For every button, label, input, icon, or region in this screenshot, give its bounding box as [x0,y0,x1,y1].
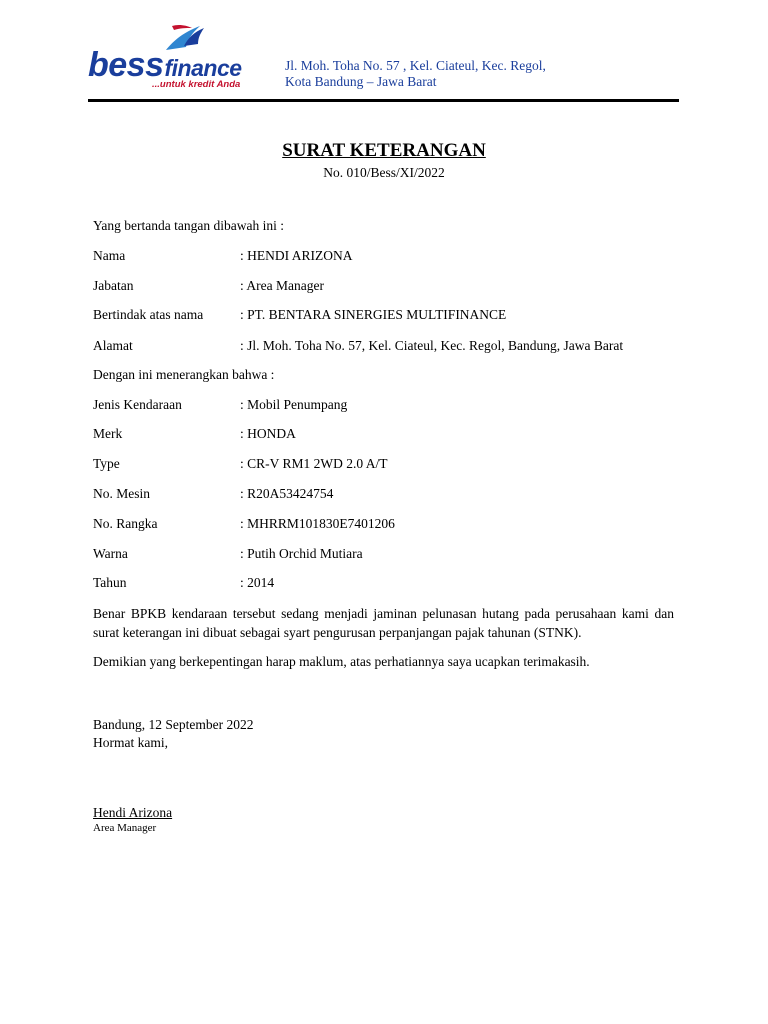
field-value: : 2014 [240,575,275,590]
address-line-1: Jl. Moh. Toha No. 57 , Kel. Ciateul, Kec. Regol, [285,58,546,73]
statement-intro: Dengan ini menerangkan bahwa : [93,367,275,382]
field-value: : CR-V RM1 2WD 2.0 A/T [240,456,388,471]
company-address [285,58,546,90]
field-value: : Jl. Moh. Toha No. 57, Kel. Ciateul, Kec. Regol, Bandung, Jawa Barat [240,338,624,353]
field-label: Type [93,456,120,471]
field-label: Merk [93,426,123,441]
field-label: No. Mesin [93,486,150,501]
logo-wordmark: bessfinance [88,46,242,84]
logo-tagline: ...untuk kredit Anda [152,79,241,90]
field-value: : Area Manager [240,278,324,293]
field-value: : R20A53424754 [240,486,334,501]
field-value: : Putih Orchid Mutiara [240,546,363,561]
field-value: : PT. BENTARA SINERGIES MULTIFINANCE [240,307,507,322]
field-label: No. Rangka [93,516,158,531]
field-label: Bertindak atas nama [93,307,204,322]
place-date: Bandung, 12 September 2022 [93,717,254,732]
field-label: Alamat [93,338,133,353]
field-value: : HENDI ARIZONA [240,248,353,263]
signature-title: Area Manager [93,822,157,834]
company-logo [88,22,256,92]
letter-number: No. 010/Bess/XI/2022 [323,165,445,180]
field-label: Nama [93,248,126,263]
field-label: Jenis Kendaraan [93,397,182,412]
field-value: : Mobil Penumpang [240,397,348,412]
field-label: Jabatan [93,278,134,293]
header-divider [88,99,679,102]
field-value: : MHRRM101830E7401206 [240,516,395,531]
closing-paragraph: Demikian yang berkepentingan harap maklum, atas perhatiannya saya ucapkan terimakasih. [93,654,590,669]
letter-title: SURAT KETERANGAN [282,140,486,161]
field-value: : HONDA [240,426,296,441]
signature-name: Hendi Arizona [93,805,173,820]
field-label: Tahun [93,575,127,590]
body-paragraph: Benar BPKB kendaraan tersebut sedang menjadi jaminan pelunasan hutang pada perusahaan kami dan surat keterangan ini dibuat sebagai syart pengurusan perpanjangan pajak tahunan (STNK). [93,606,674,640]
regards: Hormat kami, [93,735,168,750]
address-line-2: Kota Bandung – Jawa Barat [285,74,437,89]
intro-text: Yang bertanda tangan dibawah ini : [93,218,284,233]
field-label: Warna [93,546,128,561]
